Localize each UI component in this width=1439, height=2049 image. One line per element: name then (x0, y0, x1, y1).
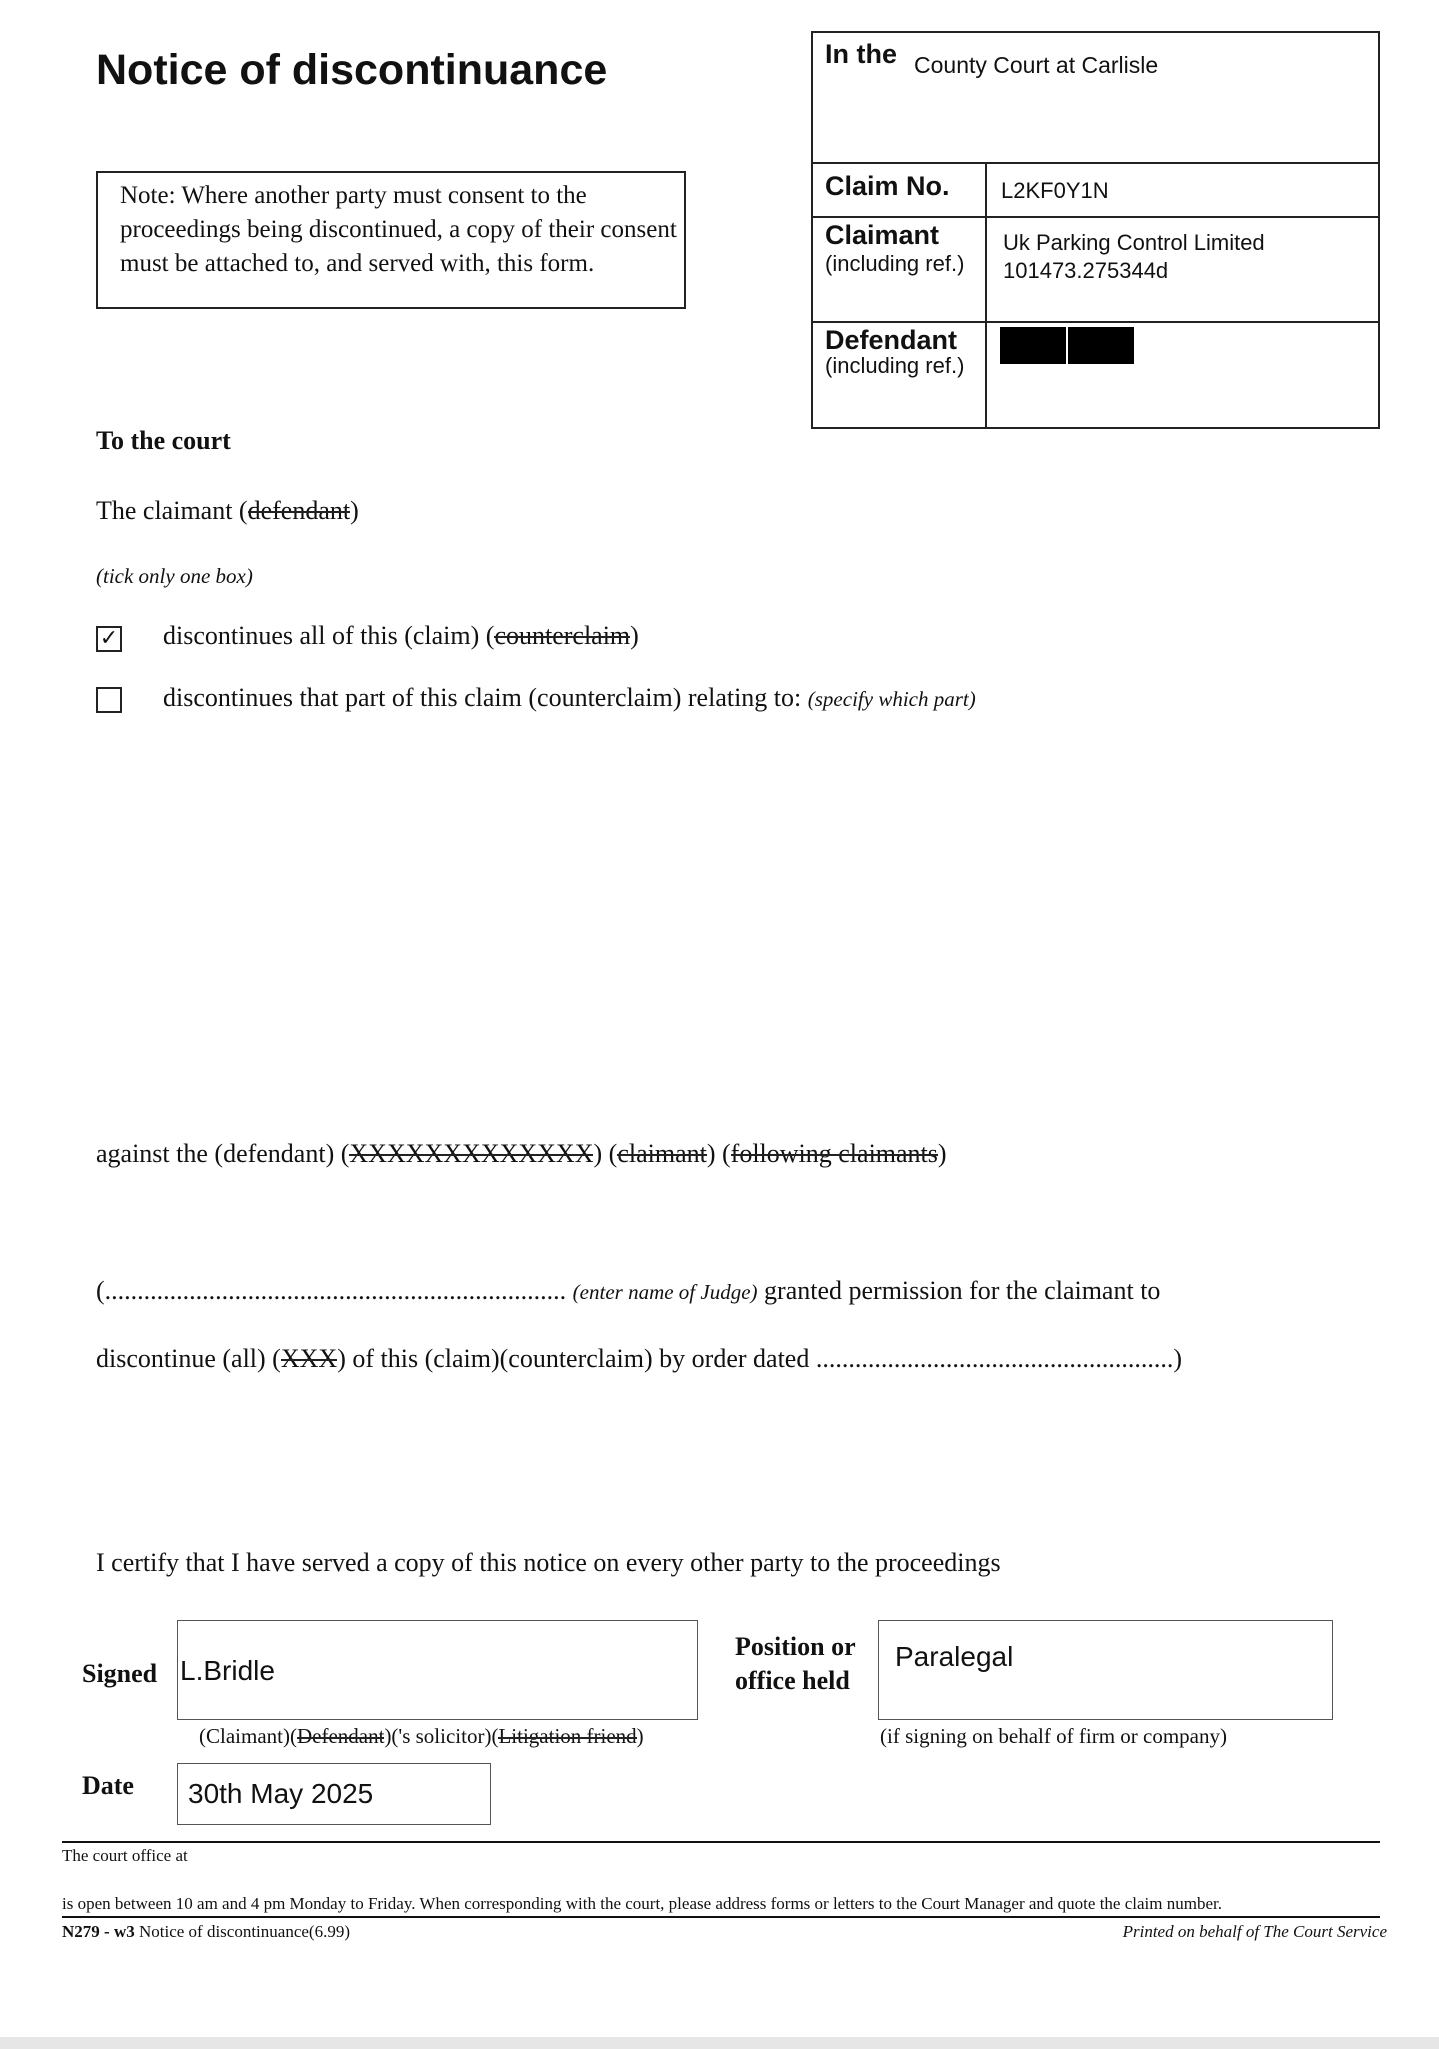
caption-struck-defendant: Defendant (296, 1724, 385, 1748)
option-end: ) (630, 621, 639, 650)
position-field[interactable] (878, 1620, 1333, 1720)
discontinue-prefix: discontinue (all) ( (96, 1344, 281, 1373)
against-mid: ) ( (593, 1139, 618, 1168)
party-struck: defendant (247, 496, 351, 525)
judge-hint: (enter name of Judge) (572, 1280, 758, 1304)
judge-text: granted permission for the claimant to (764, 1276, 1161, 1305)
printed-by-note: Printed on behalf of The Court Service (1122, 1922, 1387, 1941)
against-struck-defendants: XXXXXXXXXXXXX (349, 1139, 594, 1168)
discontinue-all-checkbox[interactable] (96, 626, 122, 652)
to-the-court-heading: To the court (96, 426, 231, 455)
form-name: Notice of discontinuance(6.99) (138, 1922, 350, 1941)
consent-note-text: Note: Where another party must consent to the proceedings being discontinued, a copy of their consent must be attached to, and served with, this form. (120, 182, 677, 277)
caption-a: (Claimant)( (199, 1724, 297, 1748)
option-text: discontinues all of this (claim) ( (163, 621, 495, 650)
claimant-label: Claimant (825, 220, 940, 250)
party-suffix: ) (350, 496, 359, 525)
claimant-sub-label: (including ref.) (825, 251, 965, 276)
party-prefix: The claimant ( (96, 496, 248, 525)
defendant-label: Defendant (825, 325, 958, 355)
caption-struck-litigation: Litigation friend (498, 1724, 637, 1748)
page-title: Notice of discontinuance (96, 46, 608, 94)
date-label: Date (82, 1771, 134, 1800)
claimant-reference[interactable]: 101473.275344d (1003, 258, 1169, 283)
against-line (96, 1139, 947, 1169)
against-struck-claimants: following claimants (730, 1139, 938, 1168)
signature-value: L.Bridle (180, 1655, 275, 1686)
column-divider (985, 162, 987, 429)
against-prefix: against the (defendant) ( (96, 1139, 350, 1168)
row-divider (811, 162, 1380, 164)
footer-bottom-rule (62, 1916, 1380, 1918)
claimant-name[interactable]: Uk Parking Control Limited (1003, 230, 1265, 255)
consent-note-box (96, 171, 686, 309)
option-text: discontinues that part of this claim (counterclaim) relating to: (163, 683, 802, 712)
position-value: Paralegal (895, 1641, 1014, 1672)
form-reference (62, 1922, 350, 1942)
discontinue-part-option (163, 683, 976, 713)
position-label-line2: office held (735, 1666, 850, 1695)
caption-b: )('s solicitor)( (384, 1724, 499, 1748)
option-hint: (specify which part) (807, 687, 976, 711)
option-struck: counterclaim (494, 621, 631, 650)
position-caption: (if signing on behalf of firm or company) (880, 1724, 1227, 1748)
row-divider (811, 321, 1380, 323)
against-struck-claimant: claimant (617, 1139, 707, 1168)
claim-no-value[interactable]: L2KF0Y1N (1001, 178, 1109, 203)
opening-hours-note: is open between 10 am and 4 pm Monday to Friday. When corresponding with the court, please address forms or letters to the Court Manager and quote the claim number. (62, 1894, 1222, 1913)
against-end: ) (937, 1139, 947, 1168)
claim-no-label: Claim No. (825, 171, 950, 201)
in-the-label: In the (825, 39, 897, 69)
position-label-line1: Position or (735, 1632, 856, 1661)
tick-instruction: (tick only one box) (96, 564, 253, 588)
checkmark-icon: ✓ (99, 626, 119, 651)
court-office-label: The court office at (62, 1846, 188, 1865)
discontinue-all-option (163, 621, 639, 651)
form-id: N279 - w3 (62, 1922, 135, 1941)
date-value: 30th May 2025 (188, 1778, 374, 1809)
judge-name-blank[interactable]: (....................................................................... (96, 1276, 567, 1305)
date-field[interactable] (177, 1763, 491, 1825)
signed-label: Signed (82, 1659, 158, 1688)
defendant-sub-label: (including ref.) (825, 353, 965, 378)
against-mid2: ) ( (706, 1139, 731, 1168)
discontinue-suffix: ) of this (claim)(counterclaim) by order dated .......................................................) (337, 1344, 1182, 1373)
court-name[interactable]: County Court at Carlisle (914, 52, 1159, 78)
signature-field[interactable] (177, 1620, 698, 1720)
defendant-redaction (1000, 327, 1066, 364)
row-divider (811, 216, 1380, 218)
signer-role-caption (199, 1724, 644, 1749)
discontinue-struck: XXX (280, 1344, 338, 1373)
footer-top-rule (62, 1841, 1380, 1843)
caption-c: ) (636, 1724, 644, 1748)
discontinue-order-line (96, 1344, 1182, 1374)
judge-permission-line (96, 1276, 1160, 1306)
certify-statement: I certify that I have served a copy of this notice on every other party to the proceedings (96, 1548, 1001, 1577)
defendant-redaction (1068, 327, 1134, 364)
discontinue-part-checkbox[interactable] (96, 687, 122, 713)
page-bottom-bar (0, 2037, 1439, 2049)
party-line (96, 496, 359, 526)
